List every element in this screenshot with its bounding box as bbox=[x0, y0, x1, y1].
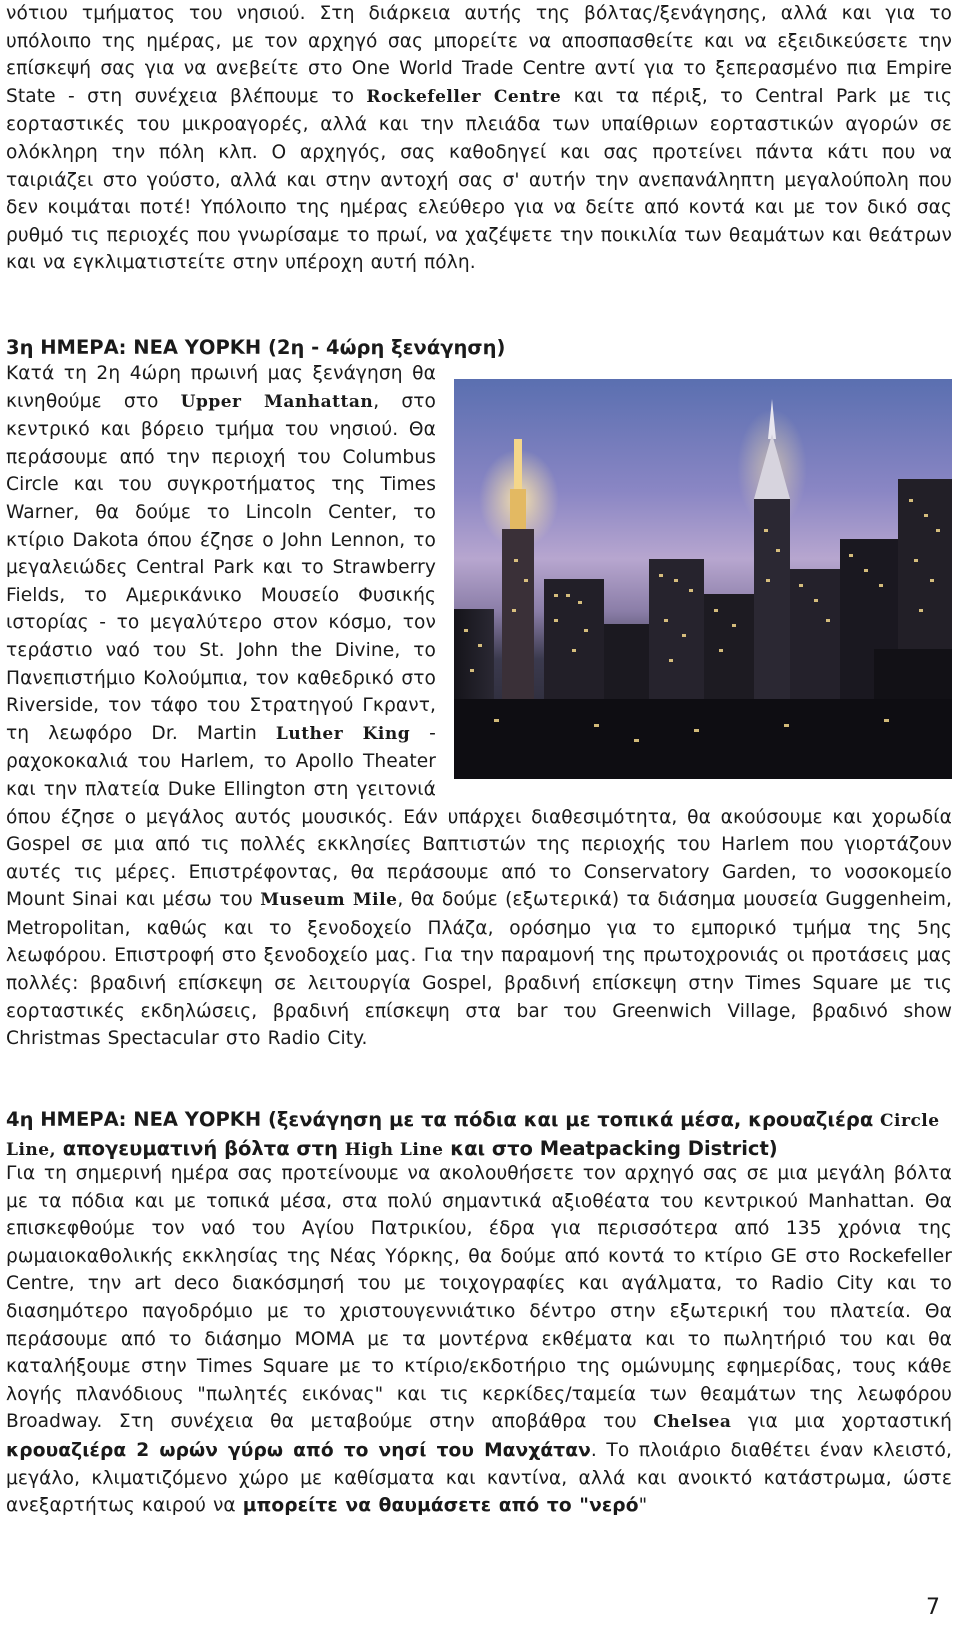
skyline-illustration bbox=[454, 379, 952, 779]
day4-heading bbox=[6, 1106, 952, 1164]
day3-section bbox=[6, 360, 952, 1053]
circle-line-term: Circle Line, bbox=[6, 1111, 940, 1160]
luther-king-term: Luther King bbox=[275, 723, 411, 744]
heading-run: απογευματινή βόλτα στη bbox=[56, 1137, 345, 1160]
heading-run: και στο Meatpacking District) bbox=[443, 1137, 778, 1160]
day3-heading: 3η ΗΜΕΡΑ: ΝΕΑ ΥΟΡΚΗ (2η - 4ώρη ξενάγηση) bbox=[6, 336, 506, 359]
day2-continuation-paragraph bbox=[6, 0, 952, 277]
text-run: " bbox=[638, 1495, 648, 1517]
page-number: 7 bbox=[926, 1595, 940, 1620]
text-run: , στο κεντρικό και βόρειο τμήμα του νησιού. Θα περάσουμε από την περιοχή του Columbus Circle και του συγκροτήματος της Times Warner, θα δούμε το Lincoln Center, το κτίριο Dakota όπου έζησε ο John Lennon, το μεγαλειώδες Central Park και το Strawberry Fields, το Αμερικάνικο Μουσείο Φυσικής ιστορίας - το μεγαλύτερο στον κόσμο, τον τεράστιο ναό του St. John the Divine, το Πανεπιστήμιο Κολούμπια, τον καθεδρικό στο Riverside, τον τάφο του Στρατηγού Γκραντ, τη λεωφόρο Dr. Martin bbox=[6, 390, 436, 744]
high-line-term: High Line bbox=[344, 1140, 444, 1160]
cruise-highlight: κρουαζιέρα 2 ωρών γύρω από το νησί του Μανχάταν bbox=[6, 1439, 591, 1461]
new-york-skyline-photo bbox=[454, 379, 952, 779]
chelsea-term: Chelsea bbox=[653, 1412, 732, 1433]
day4-paragraph bbox=[6, 1160, 952, 1520]
admire-highlight: μπορείτε να θαυμάσετε από το "νερό bbox=[242, 1495, 639, 1517]
text-run: Για τη σημερινή ημέρα σας προτείνουμε να ακολουθήσετε τον αρχηγό σας σε μια μεγάλη βόλτα με τα πόδια και με τοπικά μέσα, στα πολύ σημαντικά αξιοθέατα του κεντρικού Manhattan. Θα επισκεφθούμε τον ναό του Αγίου Πατρικίου, έδρα για περισσότερα από 135 χρόνια της ρωμαιοκαθολικής εκκλησίας της Νέας Υόρκης, θα δούμε από κοντά το κτίριο GE στο Rockefeller Centre, την art deco διακόσμησή του με τοιχογραφίες και αγάλματα, το Radio City και το διασημότερο παγοδρόμιο με το χριστουγεννιάτικο δέντρο στην εξωτερική του πλατεία. Θα περάσουμε από το διάσημο MOMA με τα μοντέρνα εκθέματα και το πωλητήριό του και θα καταλήξουμε στην Times Square με το κτίριο/εκδοτήριο της ομώνυμης εφημερίδας, τους κάθε λογής πλανόδιους "πωλητές εικόνας" και τις κερκίδες/ταμεία των θεαμάτων της λεωφόρου Broadway. Στη συνέχεια θα μεταβούμε στην αποβάθρα του bbox=[6, 1163, 952, 1433]
text-run: Κατά τη 2η 4ώρη πρωινή μας ξενάγηση θα κινηθούμε στο bbox=[6, 363, 436, 412]
text-run: νότιου τμήματος του νησιού. Στη διάρκεια αυτής της βόλτας/ξενάγησης, αλλά και για το υπόλοιπο της ημέρας, με τον αρχηγό σας μπορείτε να αποσπασθείτε και να εξειδικεύσετε την επίσκεψή σας για να ανεβείτε στο One World Trade Centre αντί για το ξεπερασμένο πια Empire State - στη συνέχεια βλέπουμε το bbox=[6, 3, 952, 107]
text-run: για μια χορταστική bbox=[731, 1411, 952, 1433]
text-run: και τα πέριξ, το Central Park με τις εορταστικές του μικροαγορές, αλλά και την πλειάδα των υπαίθριων εορταστικών αγορών σε ολόκληρη την πόλη κλπ. Ο αρχηγός, σας καθοδηγεί και σας προτείνει πάντα κάτι που να ταιριάζει στο γούστο, αλλά και στην αντοχή σας σ' αυτήν την ανεπανάληπτη μεγαλούπολη που δεν κοιμάται ποτέ! Υπόλοιπο της ημέρας ελεύθερο για να δείτε από κοντά και με τον δικό σας ρυθμό τις περιοχές που γνωρίσαμε το πρωί, να χαζέψετε την ποικιλία των θεαμάτων και θεάτρων και να εγκλιματιστείτε στην υπέροχη αυτή πόλη. bbox=[6, 85, 952, 274]
rockefeller-centre-term: Rockefeller Centre bbox=[366, 86, 562, 107]
text-run: - ραχοκοκαλιά του Harlem, το Apollo Theater και την πλατεία Duke Ellington στη γειτονιά όπου έζησε ο μεγάλος αυτός μουσικός. Εάν υπάρχει διαθεσιμότητα, θα ακούσουμε και χορωδία Gospel σε μια από τις πολλές εκκλησίες Βαπτιστών της περιοχής του Harlem που γιορτάζουν αυτές τις μέρες. Επιστρέφοντας, θα περάσουμε από το Conservatory Garden, το νοσοκομείο Mount Sinai και μέσω του bbox=[6, 722, 952, 911]
text-run: . Το πλοιάριο διαθέτει έναν κλειστό, μεγάλο, κλιματιζόμενο χώρο με καθίσματα και καντίνα, αλλά και ανοικτό κατάστρωμα, ώστε ανεξαρτήτως καιρού να bbox=[6, 1439, 952, 1517]
heading-run: 4η ΗΜΕΡΑ: ΝΕΑ ΥΟΡΚΗ (ξενάγηση με τα πόδια και με τοπικά μέσα, κρουαζιέρα bbox=[6, 1108, 881, 1131]
museum-mile-term: Museum Mile bbox=[260, 890, 398, 911]
text-run: , θα δούμε (εξωτερικά) τα διάσημα μουσεία Guggenheim, Metropolitan, καθώς και το ξενοδοχείο Πλάζα, ορόσημο για το εμπορικό τμήμα της 5ης λεωφόρου. Επιστροφή στο ξενοδοχείο μας. Για την παραμονή της πρωτοχρονιάς οι προτάσεις μας πολλές: βραδινή επίσκεψη σε λειτουργία Gospel, βραδινή επίσκεψη στην Times Square με τις εορταστικές εκδηλώσεις, βραδινή επίσκεψη στα bar του Greenwich Village, βραδινό show Christmas Spectacular στο Radio City. bbox=[6, 889, 952, 1050]
upper-manhattan-term: Upper Manhattan bbox=[180, 391, 374, 412]
